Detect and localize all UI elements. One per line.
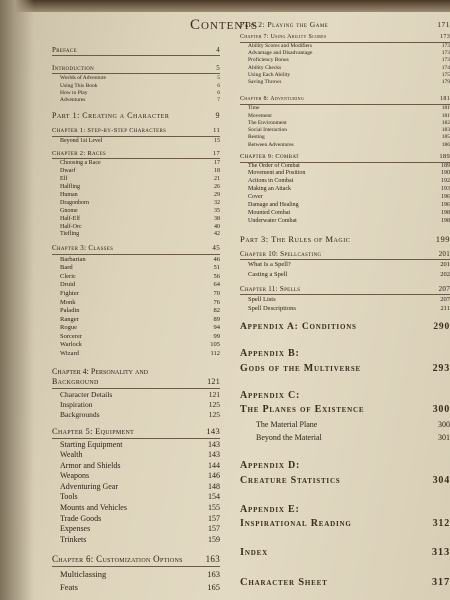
toc-entry [52, 83, 220, 90]
toc-entry-page: 174 [441, 64, 450, 71]
toc-entry-label: Elf [60, 176, 68, 183]
toc-entry-page: 201 [440, 261, 450, 269]
toc-entry-label: Character Details [60, 389, 113, 399]
toc-entry [52, 64, 220, 74]
toc-entry-page: 211 [440, 305, 450, 313]
toc-entry [52, 367, 220, 378]
toc-entry-page: 154 [208, 492, 220, 502]
toc-entry [240, 72, 450, 79]
toc-entry-page: 189 [441, 162, 450, 169]
toc-entry [240, 113, 450, 120]
toc-entry [240, 389, 450, 402]
toc-entry-page: 121 [207, 377, 220, 387]
toc-entry-label: Adventures [60, 97, 86, 104]
toc-entry-label: Underwater Combat [248, 217, 297, 224]
toc-entry-page: 45 [212, 244, 220, 253]
toc-entry [240, 218, 450, 226]
toc-entry-page: 198 [441, 210, 450, 217]
toc-entry-page: 29 [214, 191, 220, 198]
toc-entry-page: 201 [438, 250, 450, 259]
toc-entry-page: 173 [440, 33, 450, 40]
toc-entry-page: 181 [441, 112, 450, 119]
toc-entry [240, 546, 450, 560]
contents-column-right [240, 20, 450, 590]
toc-entry-label: Starting Equipment [60, 439, 123, 449]
toc-entry-page: 207 [438, 284, 450, 293]
toc-entry-page: 183 [441, 127, 450, 134]
toc-entry-page: 290 [433, 321, 450, 332]
toc-entry-page: 148 [208, 481, 220, 491]
contents-column-left [52, 38, 220, 594]
toc-entry-page: 4 [216, 46, 220, 54]
toc-entry-page: 312 [432, 517, 450, 529]
toc-entry-label: Background [52, 377, 99, 387]
toc-entry-page: 70 [213, 289, 220, 297]
toc-entry-page: 125 [208, 399, 220, 409]
toc-entry-label: Movement [248, 112, 272, 119]
toc-entry [240, 362, 450, 375]
toc-entry-label: Spell Descriptions [248, 305, 296, 313]
toc-entry [52, 390, 220, 400]
toc-entry-page: 207 [440, 295, 450, 303]
toc-entry-label: Beyond the Material [256, 432, 322, 442]
toc-entry [52, 514, 220, 525]
toc-entry [240, 178, 450, 186]
toc-entry-label: Wealth [60, 450, 83, 460]
toc-entry [52, 160, 220, 168]
toc-entry-label: Part 2: Playing the Game [240, 20, 329, 29]
toc-entry-page: 313 [431, 547, 450, 559]
toc-entry-label: Appendix D: [240, 460, 301, 472]
toc-entry-label: Tools [60, 492, 78, 502]
toc-entry-page: 6 [217, 90, 220, 96]
toc-entry [52, 46, 220, 56]
toc-entry-label: Appendix B: [240, 348, 300, 360]
toc-entry [240, 34, 450, 43]
toc-entry-label: Inspiration [60, 399, 93, 409]
toc-entry [52, 316, 220, 325]
toc-entry [52, 244, 220, 254]
toc-entry [240, 153, 450, 163]
toc-entry-page: 56 [213, 272, 220, 280]
toc-entry-label: Dragonborn [60, 199, 89, 206]
toc-entry [240, 305, 450, 314]
toc-entry-page: 181 [441, 105, 450, 112]
toc-entry-page: 18 [214, 168, 220, 175]
toc-entry-label: Index [240, 547, 268, 559]
toc-entry-page: 196 [441, 194, 450, 201]
toc-entry-label: Armor and Shields [60, 460, 121, 470]
toc-entry [52, 256, 220, 265]
toc-entry [52, 176, 220, 184]
toc-entry-page: 9 [215, 110, 220, 120]
toc-entry [240, 65, 450, 72]
toc-entry-page: 157 [208, 513, 220, 523]
toc-entry [52, 138, 220, 146]
toc-entry-page: 193 [441, 186, 450, 193]
toc-entry-label: Human [60, 191, 78, 198]
toc-entry-label: Damage and Healing [248, 202, 299, 209]
toc-entry-label: Actions in Combat [248, 178, 294, 185]
toc-entry [240, 96, 450, 105]
toc-entry [240, 186, 450, 194]
toc-entry-label: Chapter 7: Using Ability Scores [240, 33, 327, 40]
toc-entry-label: Monk [60, 298, 76, 306]
toc-entry-page: 11 [213, 127, 220, 135]
toc-entry [52, 450, 220, 461]
toc-entry-label: What Is a Spell? [248, 261, 291, 269]
toc-entry-label: Beyond 1st Level [60, 137, 103, 144]
toc-entry-page: 196 [441, 202, 450, 209]
toc-entry [240, 271, 450, 280]
toc-entry-label: Resting [248, 134, 265, 141]
toc-entry-page: 317 [431, 577, 450, 589]
toc-entry [52, 290, 220, 299]
toc-entry [52, 281, 220, 290]
toc-entry-page: 125 [208, 409, 220, 419]
toc-entry [52, 535, 220, 546]
toc-entry-page: 76 [213, 298, 220, 306]
toc-entry [240, 20, 450, 30]
toc-entry-label: Appendix A: Conditions [240, 321, 357, 332]
toc-entry-label: The Planes of Existence [240, 404, 365, 416]
toc-entry [240, 576, 450, 590]
toc-entry-page: 15 [214, 137, 220, 144]
toc-entry [52, 410, 220, 420]
toc-entry-label: Spell Lists [248, 295, 276, 303]
toc-entry-label: Halfling [60, 183, 80, 190]
toc-entry-page: 46 [213, 255, 220, 263]
toc-entry-page: 121 [208, 389, 220, 399]
toc-entry-page: 99 [213, 332, 220, 340]
toc-entry-page: 199 [435, 233, 450, 244]
toc-entry [240, 202, 450, 210]
toc-entry-label: Worlds of Adventure [60, 75, 106, 82]
toc-entry-page: 173 [441, 42, 450, 49]
toc-entry-label: Expenses [60, 524, 91, 534]
toc-entry-label: Gnome [60, 207, 78, 214]
toc-entry [52, 503, 220, 514]
toc-entry-label: Creature Statistics [240, 474, 341, 486]
toc-entry [240, 433, 450, 444]
toc-entry-label: Weapons [60, 471, 90, 481]
toc-entry [52, 200, 220, 208]
toc-entry [52, 471, 220, 482]
toc-entry [52, 377, 220, 389]
toc-entry [52, 216, 220, 224]
toc-entry-label: Paladin [60, 307, 80, 315]
toc-entry [52, 150, 220, 160]
toc-entry [52, 492, 220, 503]
toc-entry [240, 43, 450, 50]
toc-entry-page: 5 [216, 64, 220, 73]
toc-entry-label: The Order of Combat [248, 162, 300, 169]
toc-entry [52, 333, 220, 342]
toc-entry [52, 168, 220, 176]
toc-entry-label: Appendix E: [240, 503, 300, 515]
toc-entry-label: Sorcerer [60, 332, 83, 340]
toc-entry-label: Chapter 11: Spells [240, 284, 301, 293]
toc-entry [52, 350, 220, 359]
toc-entry [52, 264, 220, 273]
toc-entry-label: Chapter 10: Spellcasting [240, 250, 322, 259]
toc-entry [240, 142, 450, 149]
toc-entry-page: 165 [207, 582, 220, 593]
toc-entry-page: 35 [214, 207, 220, 214]
toc-entry-page: 159 [208, 534, 220, 544]
toc-entry [240, 503, 450, 516]
toc-entry-page: 293 [432, 362, 450, 374]
toc-entry-label: Chapter 5: Equipment [52, 426, 135, 437]
toc-entry-page: 144 [208, 460, 220, 470]
toc-entry-label: Character Sheet [240, 577, 328, 589]
toc-entry [52, 208, 220, 216]
toc-entry-label: Gods of the Multiverse [240, 362, 362, 374]
toc-entry-label: Chapter 1: Step-by-Step Characters [52, 127, 167, 135]
toc-entry-page: 146 [208, 471, 220, 481]
toc-entry-label: Choosing a Race [60, 160, 101, 167]
toc-entry-label: Using Each Ability [248, 71, 291, 78]
toc-entry-label: The Material Plane [256, 420, 318, 430]
toc-entry-label: Appendix C: [240, 389, 301, 401]
toc-entry-page: 173 [441, 50, 450, 57]
toc-entry-page: 26 [214, 183, 220, 190]
toc-entry-label: Backgrounds [60, 409, 100, 419]
toc-entry-label: Trinkets [60, 534, 87, 544]
toc-entry [52, 582, 220, 593]
toc-entry-page: 171 [437, 20, 450, 29]
toc-entry [240, 57, 450, 64]
toc-entry-label: How to Play [60, 90, 88, 96]
toc-entry [240, 127, 450, 134]
toc-entry-label: Druid [60, 281, 76, 289]
toc-entry [52, 97, 220, 104]
toc-entry [240, 321, 450, 334]
toc-entry [240, 120, 450, 127]
spine-shadow [0, 0, 34, 600]
toc-entry-label: Fighter [60, 289, 79, 297]
toc-entry-label: Mounted Combat [248, 210, 291, 217]
toc-entry [52, 324, 220, 333]
toc-entry-page: 175 [441, 71, 450, 78]
toc-entry-label: Warlock [60, 341, 82, 349]
toc-entry-label: Cover [248, 194, 263, 201]
toc-entry [52, 111, 220, 122]
toc-entry-page: 6 [217, 82, 220, 89]
toc-entry-page: 198 [441, 217, 450, 224]
toc-entry [240, 79, 450, 86]
toc-entry-page: 186 [441, 141, 450, 148]
toc-entry-label: Ranger [60, 315, 79, 323]
toc-entry-label: Inspirational Reading [240, 517, 352, 529]
toc-entry-label: Making an Attack [248, 186, 291, 193]
toc-entry [240, 194, 450, 202]
toc-entry-label: Using This Book [60, 82, 98, 89]
toc-entry-page: 192 [441, 178, 450, 185]
toc-entry [240, 234, 450, 245]
toc-entry-label: Chapter 3: Classes [52, 244, 114, 253]
toc-entry-page: 17 [212, 149, 220, 157]
toc-entry-label: Barbarian [60, 255, 86, 263]
toc-entry-page: 300 [438, 420, 450, 430]
toc-entry-label: Part 3: The Rules of Magic [240, 233, 351, 244]
toc-entry [240, 285, 450, 295]
toc-entry-page: 112 [210, 349, 220, 357]
toc-entry-label: Chapter 6: Customization Options [52, 554, 183, 565]
toc-entry-label: Chapter 4: Personality and [52, 366, 149, 376]
toc-entry [52, 299, 220, 308]
toc-entry [240, 517, 450, 530]
toc-entry-page: 89 [213, 315, 220, 323]
toc-entry-page: 163 [207, 569, 220, 580]
toc-entry-label: Proficiency Bonus [248, 57, 289, 64]
toc-entry-label: Movement and Position [248, 170, 306, 177]
toc-entry-label: Adventuring Gear [60, 481, 118, 491]
toc-entry-label: Part 1: Creating a Character [52, 110, 170, 120]
toc-entry-page: 40 [214, 223, 220, 230]
toc-entry-label: Mounts and Vehicles [60, 503, 127, 512]
toc-entry-page: 17 [214, 160, 220, 167]
toc-entry-page: 202 [440, 270, 450, 278]
toc-entry [52, 569, 220, 580]
toc-entry [52, 554, 220, 567]
toc-entry-label: Ability Checks [248, 64, 282, 71]
toc-entry-label: Feats [60, 582, 78, 593]
toc-entry-page: 143 [208, 439, 220, 449]
toc-entry [240, 347, 450, 360]
toc-entry [240, 86, 450, 92]
toc-entry [52, 482, 220, 493]
toc-entry-label: Social Interaction [248, 127, 287, 134]
toc-entry-label: Saving Throws [248, 79, 282, 86]
toc-entry [52, 273, 220, 282]
toc-entry-page: 143 [206, 426, 220, 437]
toc-entry-page: 300 [432, 404, 450, 416]
toc-entry-label: Dwarf [60, 168, 76, 175]
toc-entry [52, 231, 220, 239]
toc-entry-page: 143 [208, 450, 220, 460]
toc-entry [240, 163, 450, 171]
toc-entry [52, 184, 220, 192]
toc-entry [240, 170, 450, 178]
toc-entry-page: 179 [441, 79, 450, 86]
toc-entry-label: The Environment [248, 119, 287, 126]
toc-entry [240, 134, 450, 141]
toc-entry-page: 304 [432, 474, 450, 486]
toc-entry [240, 105, 450, 112]
toc-entry [52, 192, 220, 200]
toc-entry-page: 105 [210, 341, 220, 349]
toc-entry [240, 474, 450, 487]
toc-entry-page: 173 [441, 57, 450, 64]
toc-entry-page: 157 [208, 524, 220, 534]
toc-entry [52, 307, 220, 316]
toc-entry-label: Multiclassing [60, 569, 107, 580]
toc-entry [52, 426, 220, 438]
toc-entry [240, 296, 450, 305]
toc-entry [240, 459, 450, 472]
toc-entry-page: 64 [213, 281, 220, 289]
toc-entry-page: 155 [208, 503, 220, 512]
toc-entry [240, 250, 450, 260]
toc-entry-label: Trade Goods [60, 513, 102, 523]
toc-entry [52, 90, 220, 97]
toc-entry [240, 261, 450, 270]
toc-entry-label: Between Adventures [248, 141, 294, 148]
toc-entry-label: Chapter 9: Combat [240, 152, 300, 160]
toc-entry-page: 189 [439, 152, 450, 160]
toc-entry [52, 341, 220, 350]
toc-entry-label: Wizard [60, 349, 79, 357]
toc-entry-page: 163 [205, 554, 220, 565]
toc-entry-page: 190 [441, 170, 450, 177]
toc-entry [52, 461, 220, 472]
toc-entry-label: Preface [52, 46, 77, 54]
toc-entry-label: Introduction [52, 64, 95, 73]
toc-entry [52, 75, 220, 82]
page-top-edge [0, 0, 450, 12]
toc-entry-page: 185 [441, 134, 450, 141]
page-title: Contents [190, 17, 259, 33]
toc-entry-label: Chapter 8: Adventuring [240, 96, 305, 103]
toc-entry-page: 42 [214, 231, 220, 238]
toc-entry-page: 301 [438, 432, 450, 442]
toc-entry [52, 440, 220, 451]
toc-entry-page: 82 [213, 307, 220, 315]
toc-entry-label: Bard [60, 264, 73, 272]
toc-entry-label: Advantage and Disadvantage [248, 50, 313, 57]
toc-entry-page: 51 [213, 264, 220, 272]
toc-entry-label: Half-Orc [60, 223, 82, 230]
toc-entry-page: 5 [217, 75, 220, 82]
toc-entry [52, 524, 220, 535]
toc-entry-page: 38 [214, 215, 220, 222]
toc-entry [240, 403, 450, 416]
toc-entry-label: Half-Elf [60, 215, 80, 222]
toc-entry-page: 7 [217, 97, 220, 104]
toc-entry-label: Rogue [60, 324, 77, 332]
toc-entry-label: Casting a Spell [248, 270, 288, 278]
toc-entry-label: Time [248, 105, 260, 112]
toc-entry-label: Cleric [60, 272, 76, 280]
toc-entry [52, 127, 220, 137]
toc-entry-page: 182 [441, 119, 450, 126]
toc-entry [52, 400, 220, 410]
toc-entry [240, 210, 450, 218]
toc-entry-page: 32 [214, 199, 220, 206]
toc-entry [240, 420, 450, 431]
toc-entry-page: 94 [213, 324, 220, 332]
toc-entry-label: Ability Scores and Modifiers [248, 42, 313, 49]
toc-entry-label: Chapter 2: Races [52, 149, 107, 157]
toc-entry-label: Tiefling [60, 231, 80, 238]
toc-entry-page: 21 [214, 176, 220, 183]
toc-entry-page: 181 [440, 96, 450, 103]
